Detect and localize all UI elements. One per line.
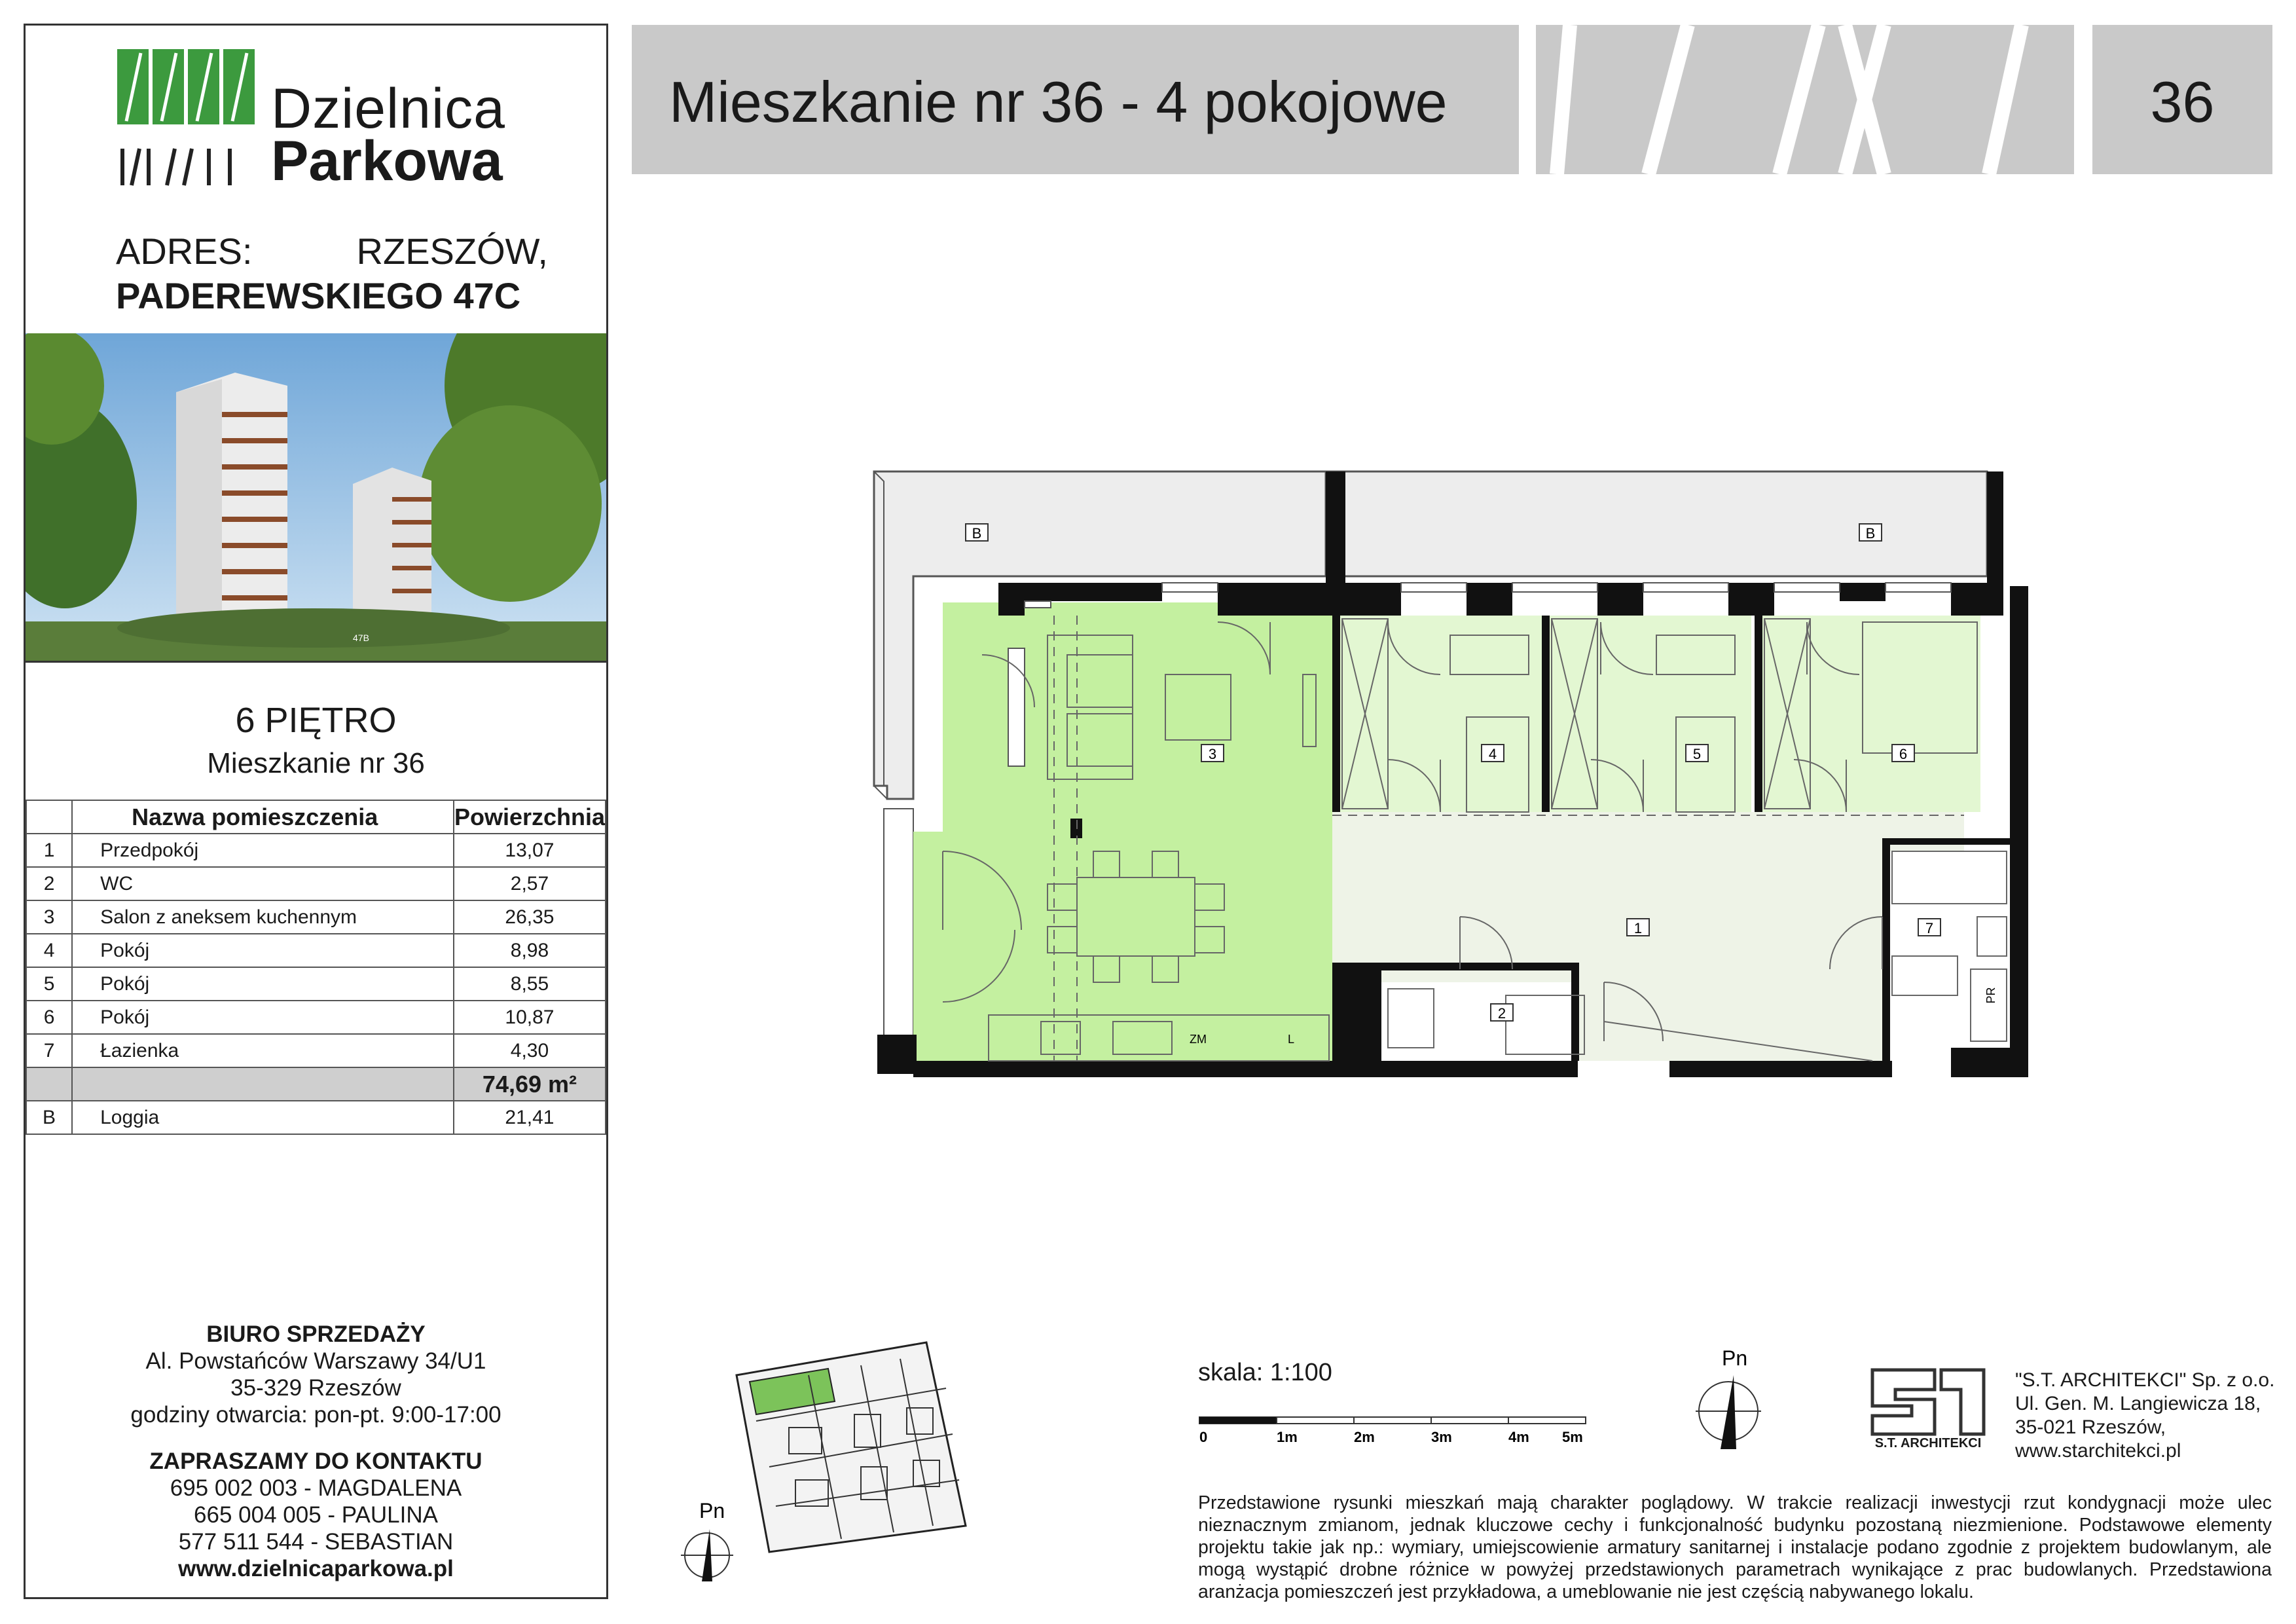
table-header-name: Nazwa pomieszczenia — [72, 800, 454, 834]
sales-office — [26, 1321, 606, 1582]
address-street: PADEREWSKIEGO 47C — [116, 275, 521, 316]
row-area: 4,30 — [454, 1034, 606, 1067]
scale-bar — [1198, 1414, 1591, 1454]
row-name: Pokój — [72, 934, 454, 967]
scale-tick-3: 3m — [1431, 1429, 1452, 1445]
north-arrow-icon — [1683, 1346, 1768, 1450]
sales-address: Al. Powstańców Warszawy 34/U1 — [145, 1348, 486, 1374]
table-row — [26, 1034, 606, 1067]
plan-label-1: 1 — [1633, 920, 1643, 936]
phone-1: 695 002 003 - MAGDALENA — [170, 1475, 462, 1501]
row-area: 21,41 — [454, 1101, 606, 1134]
logo-area — [26, 26, 606, 335]
table-header-row — [26, 800, 606, 834]
rooms-table — [26, 800, 606, 1135]
scale-tick-2: 2m — [1354, 1429, 1375, 1445]
row-name: Salon z aneksem kuchennym — [72, 900, 454, 934]
architect-info — [2015, 1369, 2274, 1463]
table-row — [26, 834, 606, 867]
plan-label-4: 4 — [1488, 746, 1497, 762]
brand-name-line2: Parkowa — [271, 130, 503, 193]
table-row — [26, 967, 606, 1001]
row-no: 5 — [26, 967, 72, 1001]
row-name: Loggia — [72, 1101, 454, 1134]
scale-tick-5: 5m — [1562, 1429, 1583, 1445]
architect-website[interactable]: www.starchitekci.pl — [2015, 1440, 2181, 1462]
scale-tick-4: 4m — [1508, 1429, 1529, 1445]
plan-label-zm: ZM — [1190, 1033, 1207, 1046]
row-area: 8,55 — [454, 967, 606, 1001]
row-no: 1 — [26, 834, 72, 867]
north-arrow-small-icon — [674, 1500, 740, 1585]
plan-label-loggia-a: B — [972, 525, 982, 542]
floor-plan — [851, 458, 2069, 1100]
plan-label-5: 5 — [1692, 746, 1702, 762]
scale-tick-1: 1m — [1277, 1429, 1298, 1445]
address-label: ADRES: — [116, 231, 253, 272]
plan-label-6: 6 — [1899, 746, 1908, 762]
row-name: Łazienka — [72, 1034, 454, 1067]
table-row — [26, 934, 606, 967]
row-no: 2 — [26, 867, 72, 900]
row-area: 26,35 — [454, 900, 606, 934]
info-panel — [24, 24, 608, 1599]
scale-tick-0: 0 — [1199, 1429, 1208, 1445]
row-no: 4 — [26, 934, 72, 967]
building-photo — [26, 333, 606, 663]
architect-company: "S.T. ARCHITEKCI" Sp. z o.o. — [2015, 1369, 2275, 1391]
row-area: 13,07 — [454, 834, 606, 867]
plan-label-3: 3 — [1208, 746, 1217, 762]
building-minimap — [730, 1336, 979, 1559]
disclaimer-text: Przedstawione rysunki mieszkań mają charakter poglądowy. W trakcie realizacji inwestycji rzut kondygnacji może ulec nieznacznym zmianom, jednak kluczowe cechy i funkcjonalność budynku pozostaną niezmienione. Podstawowe elementy projektu takie jak np.: wymiary, umiejscowienie armatury sanitarnej i instalacje podano zgodnie z projektem budowlanym, ale mogą wystąpić drobne różnice w powyżej przedstawionych parametrach wynikające z prac budowlanych. Przedstawiona aranżacja pomieszczeń jest przykładowa, a umeblowanie nie jest częścią nabywanego lokalu. — [1198, 1492, 2272, 1602]
north-small-label: Pn — [699, 1500, 725, 1522]
table-row-loggia — [26, 1101, 606, 1134]
row-name: Pokój — [72, 1001, 454, 1034]
phone-2: 665 004 005 - PAULINA — [194, 1502, 438, 1528]
flat-number: 36 — [2150, 69, 2215, 134]
architect-street: Ul. Gen. M. Langiewicza 18, — [2015, 1393, 2261, 1414]
address-city: RZESZÓW, — [356, 231, 548, 272]
floor-label: 6 PIĘTRO — [235, 701, 397, 740]
north-label: Pn — [1722, 1346, 1748, 1370]
row-no: 7 — [26, 1034, 72, 1067]
brand-logo-icon — [117, 49, 274, 200]
row-area: 10,87 — [454, 1001, 606, 1034]
total-area: 74,69 m² — [454, 1067, 606, 1101]
row-name: Pokój — [72, 967, 454, 1001]
page-title: Mieszkanie nr 36 - 4 pokojowe — [669, 69, 1448, 134]
address-line1 — [116, 230, 548, 272]
table-total-row — [26, 1067, 606, 1101]
scale-label: skala: 1:100 — [1198, 1359, 1332, 1386]
plan-label-pr: PR — [1984, 987, 1997, 1004]
row-no: B — [26, 1101, 72, 1134]
table-row — [26, 1001, 606, 1034]
flat-name: Mieszkanie nr 36 — [207, 747, 425, 779]
row-name: WC — [72, 867, 454, 900]
sales-postcode: 35-329 Rzeszów — [230, 1375, 401, 1401]
table-header-area: Powierzchnia — [454, 800, 606, 834]
plan-label-2: 2 — [1497, 1005, 1506, 1022]
sales-title: BIURO SPRZEDAŻY — [206, 1321, 426, 1347]
row-area: 8,98 — [454, 934, 606, 967]
table-header-no — [26, 800, 72, 834]
plan-label-loggia-b: B — [1865, 525, 1876, 542]
architect-logo-caption: S.T. ARCHITEKCI — [1874, 1436, 1982, 1450]
row-name: Przedpokój — [72, 834, 454, 867]
header-stripes-decoration — [1531, 25, 2079, 174]
row-area: 2,57 — [454, 867, 606, 900]
table-row — [26, 900, 606, 934]
plan-label-l: L — [1287, 1033, 1295, 1046]
building-number-label: 47B — [353, 633, 369, 643]
row-no: 3 — [26, 900, 72, 934]
website-link[interactable]: www.dzielnicaparkowa.pl — [178, 1556, 454, 1581]
contact-title: ZAPRASZAMY DO KONTAKTU — [149, 1449, 483, 1474]
phone-3: 577 511 544 - SEBASTIAN — [178, 1529, 454, 1555]
plan-label-7: 7 — [1925, 920, 1934, 936]
table-row — [26, 867, 606, 900]
sales-hours: godziny otwarcia: pon-pt. 9:00-17:00 — [130, 1402, 501, 1428]
row-no: 6 — [26, 1001, 72, 1034]
brand-name-line1: Dzielnica — [271, 77, 505, 140]
architect-city: 35-021 Rzeszów, — [2015, 1416, 2166, 1438]
